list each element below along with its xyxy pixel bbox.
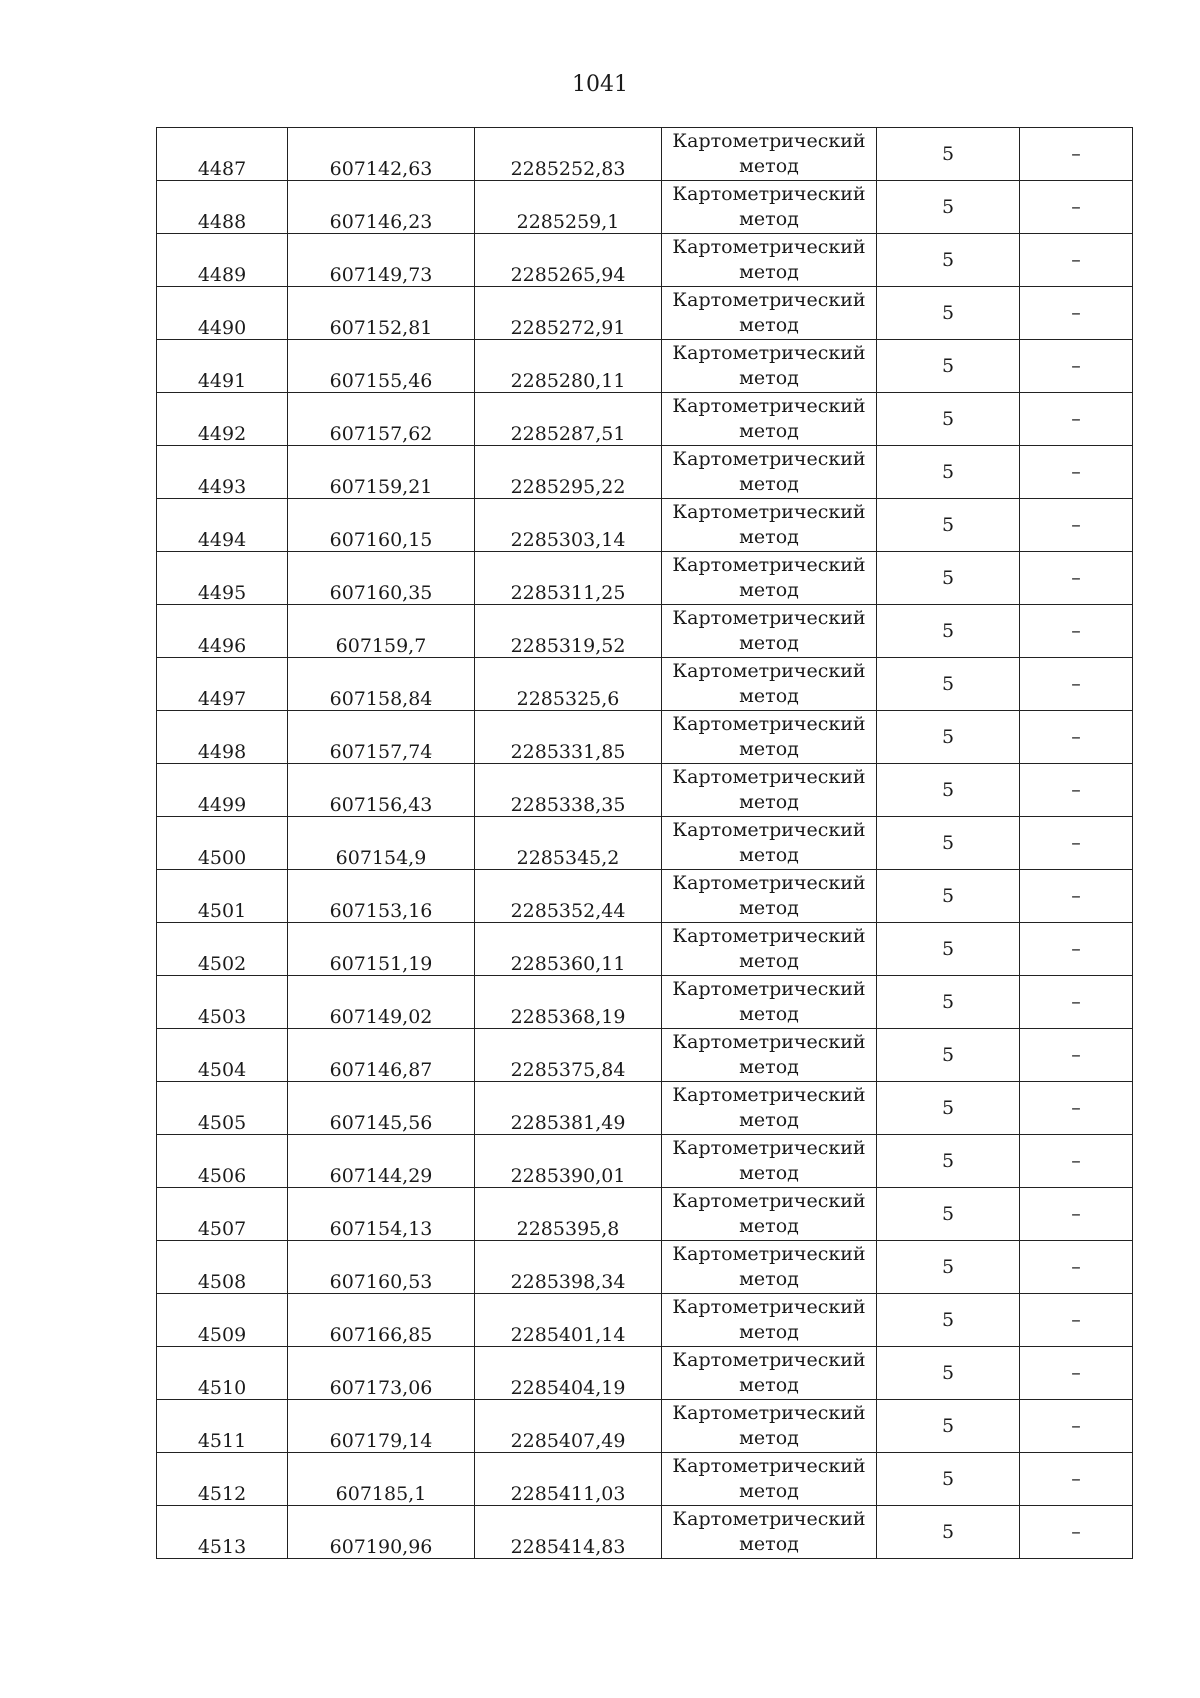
table-row [157, 1135, 1133, 1188]
table-row [157, 1188, 1133, 1241]
table-row [157, 870, 1133, 923]
table-row [157, 605, 1133, 658]
method-line-1: Картометрический [672, 1508, 866, 1530]
method-cell [662, 393, 877, 446]
x-coordinate-cell: 607179,14 [288, 1400, 475, 1453]
method-cell [662, 923, 877, 976]
table-row [157, 128, 1133, 181]
method-cell [662, 181, 877, 234]
note-cell: – [1020, 128, 1133, 181]
method-line-1: Картометрический [672, 819, 866, 841]
y-coordinate-cell: 2285331,85 [475, 711, 662, 764]
note-cell: – [1020, 1029, 1133, 1082]
table-row [157, 1029, 1133, 1082]
method-cell [662, 287, 877, 340]
accuracy-cell: 5 [877, 764, 1020, 817]
note-cell: – [1020, 976, 1133, 1029]
x-coordinate-cell: 607158,84 [288, 658, 475, 711]
method-cell [662, 764, 877, 817]
table-row [157, 393, 1133, 446]
table-body [157, 128, 1133, 1559]
y-coordinate-cell: 2285345,2 [475, 817, 662, 870]
method-cell [662, 446, 877, 499]
note-cell: – [1020, 1082, 1133, 1135]
method-line-1: Картометрический [672, 342, 866, 364]
table-row [157, 711, 1133, 764]
method-cell [662, 976, 877, 1029]
x-coordinate-cell: 607142,63 [288, 128, 475, 181]
accuracy-cell: 5 [877, 1294, 1020, 1347]
x-coordinate-cell: 607185,1 [288, 1453, 475, 1506]
method-line-1: Картометрический [672, 1243, 866, 1265]
point-number-cell: 4506 [157, 1135, 288, 1188]
point-number-cell: 4508 [157, 1241, 288, 1294]
method-cell [662, 658, 877, 711]
x-coordinate-cell: 607166,85 [288, 1294, 475, 1347]
note-cell: – [1020, 287, 1133, 340]
x-coordinate-cell: 607160,15 [288, 499, 475, 552]
note-cell: – [1020, 870, 1133, 923]
point-number-cell: 4498 [157, 711, 288, 764]
accuracy-cell: 5 [877, 658, 1020, 711]
note-cell: – [1020, 1453, 1133, 1506]
method-line-2: метод [739, 1215, 799, 1237]
table-row [157, 1506, 1133, 1559]
note-cell: – [1020, 764, 1133, 817]
table-row [157, 1453, 1133, 1506]
note-cell: – [1020, 711, 1133, 764]
method-cell [662, 234, 877, 287]
note-cell: – [1020, 817, 1133, 870]
method-line-1: Картометрический [672, 925, 866, 947]
y-coordinate-cell: 2285368,19 [475, 976, 662, 1029]
method-line-2: метод [739, 844, 799, 866]
accuracy-cell: 5 [877, 340, 1020, 393]
y-coordinate-cell: 2285259,1 [475, 181, 662, 234]
note-cell: – [1020, 446, 1133, 499]
table-row [157, 1347, 1133, 1400]
x-coordinate-cell: 607160,35 [288, 552, 475, 605]
method-line-1: Картометрический [672, 1190, 866, 1212]
method-cell [662, 1188, 877, 1241]
accuracy-cell: 5 [877, 499, 1020, 552]
point-number-cell: 4504 [157, 1029, 288, 1082]
accuracy-cell: 5 [877, 1029, 1020, 1082]
method-line-2: метод [739, 473, 799, 495]
method-line-2: метод [739, 367, 799, 389]
table-row [157, 287, 1133, 340]
method-line-2: метод [739, 1056, 799, 1078]
method-line-2: метод [739, 1321, 799, 1343]
method-line-2: метод [739, 526, 799, 548]
method-line-1: Картометрический [672, 554, 866, 576]
accuracy-cell: 5 [877, 393, 1020, 446]
method-line-2: метод [739, 632, 799, 654]
table-row [157, 340, 1133, 393]
method-line-2: метод [739, 155, 799, 177]
y-coordinate-cell: 2285398,34 [475, 1241, 662, 1294]
note-cell: – [1020, 1347, 1133, 1400]
x-coordinate-cell: 607153,16 [288, 870, 475, 923]
method-line-2: метод [739, 1533, 799, 1555]
method-cell [662, 552, 877, 605]
method-line-1: Картометрический [672, 130, 866, 152]
point-number-cell: 4490 [157, 287, 288, 340]
accuracy-cell: 5 [877, 181, 1020, 234]
x-coordinate-cell: 607144,29 [288, 1135, 475, 1188]
point-number-cell: 4501 [157, 870, 288, 923]
method-line-1: Картометрический [672, 448, 866, 470]
method-cell [662, 128, 877, 181]
method-line-1: Картометрический [672, 978, 866, 1000]
method-line-1: Картометрический [672, 1296, 866, 1318]
point-number-cell: 4496 [157, 605, 288, 658]
y-coordinate-cell: 2285325,6 [475, 658, 662, 711]
y-coordinate-cell: 2285404,19 [475, 1347, 662, 1400]
point-number-cell: 4507 [157, 1188, 288, 1241]
y-coordinate-cell: 2285414,83 [475, 1506, 662, 1559]
x-coordinate-cell: 607173,06 [288, 1347, 475, 1400]
x-coordinate-cell: 607155,46 [288, 340, 475, 393]
accuracy-cell: 5 [877, 605, 1020, 658]
y-coordinate-cell: 2285407,49 [475, 1400, 662, 1453]
method-cell [662, 1135, 877, 1188]
y-coordinate-cell: 2285272,91 [475, 287, 662, 340]
method-cell [662, 499, 877, 552]
point-number-cell: 4488 [157, 181, 288, 234]
method-cell [662, 1347, 877, 1400]
x-coordinate-cell: 607149,73 [288, 234, 475, 287]
x-coordinate-cell: 607146,23 [288, 181, 475, 234]
method-cell [662, 340, 877, 393]
note-cell: – [1020, 1241, 1133, 1294]
point-number-cell: 4509 [157, 1294, 288, 1347]
point-number-cell: 4502 [157, 923, 288, 976]
method-line-1: Картометрический [672, 872, 866, 894]
x-coordinate-cell: 607145,56 [288, 1082, 475, 1135]
method-cell [662, 870, 877, 923]
point-number-cell: 4505 [157, 1082, 288, 1135]
method-cell [662, 1453, 877, 1506]
accuracy-cell: 5 [877, 1082, 1020, 1135]
accuracy-cell: 5 [877, 923, 1020, 976]
point-number-cell: 4497 [157, 658, 288, 711]
accuracy-cell: 5 [877, 287, 1020, 340]
method-line-1: Картометрический [672, 236, 866, 258]
point-number-cell: 4494 [157, 499, 288, 552]
method-line-1: Картометрический [672, 1349, 866, 1371]
point-number-cell: 4492 [157, 393, 288, 446]
method-line-2: метод [739, 685, 799, 707]
y-coordinate-cell: 2285360,11 [475, 923, 662, 976]
note-cell: – [1020, 393, 1133, 446]
method-line-1: Картометрический [672, 395, 866, 417]
note-cell: – [1020, 340, 1133, 393]
method-line-2: метод [739, 897, 799, 919]
table-row [157, 234, 1133, 287]
accuracy-cell: 5 [877, 446, 1020, 499]
table-row [157, 817, 1133, 870]
accuracy-cell: 5 [877, 552, 1020, 605]
note-cell: – [1020, 552, 1133, 605]
table-row [157, 1082, 1133, 1135]
accuracy-cell: 5 [877, 1400, 1020, 1453]
accuracy-cell: 5 [877, 128, 1020, 181]
method-line-1: Картометрический [672, 607, 866, 629]
table-row [157, 1241, 1133, 1294]
y-coordinate-cell: 2285319,52 [475, 605, 662, 658]
method-line-2: метод [739, 1480, 799, 1502]
note-cell: – [1020, 923, 1133, 976]
method-line-1: Картометрический [672, 183, 866, 205]
accuracy-cell: 5 [877, 1506, 1020, 1559]
y-coordinate-cell: 2285287,51 [475, 393, 662, 446]
point-number-cell: 4499 [157, 764, 288, 817]
point-number-cell: 4493 [157, 446, 288, 499]
method-cell [662, 817, 877, 870]
x-coordinate-cell: 607157,62 [288, 393, 475, 446]
method-line-1: Картометрический [672, 501, 866, 523]
x-coordinate-cell: 607152,81 [288, 287, 475, 340]
method-cell [662, 1294, 877, 1347]
table-row [157, 499, 1133, 552]
x-coordinate-cell: 607151,19 [288, 923, 475, 976]
note-cell: – [1020, 499, 1133, 552]
method-cell [662, 605, 877, 658]
page-number: 1041 [572, 72, 628, 97]
x-coordinate-cell: 607190,96 [288, 1506, 475, 1559]
method-line-1: Картометрический [672, 1402, 866, 1424]
point-number-cell: 4491 [157, 340, 288, 393]
table-row [157, 658, 1133, 711]
y-coordinate-cell: 2285381,49 [475, 1082, 662, 1135]
y-coordinate-cell: 2285375,84 [475, 1029, 662, 1082]
y-coordinate-cell: 2285252,83 [475, 128, 662, 181]
table-row [157, 976, 1133, 1029]
point-number-cell: 4511 [157, 1400, 288, 1453]
method-line-2: метод [739, 420, 799, 442]
method-line-2: метод [739, 1003, 799, 1025]
accuracy-cell: 5 [877, 1347, 1020, 1400]
method-line-2: метод [739, 950, 799, 972]
y-coordinate-cell: 2285395,8 [475, 1188, 662, 1241]
point-number-cell: 4503 [157, 976, 288, 1029]
point-number-cell: 4500 [157, 817, 288, 870]
method-line-1: Картометрический [672, 1137, 866, 1159]
note-cell: – [1020, 1135, 1133, 1188]
y-coordinate-cell: 2285303,14 [475, 499, 662, 552]
y-coordinate-cell: 2285311,25 [475, 552, 662, 605]
note-cell: – [1020, 1188, 1133, 1241]
accuracy-cell: 5 [877, 976, 1020, 1029]
point-number-cell: 4513 [157, 1506, 288, 1559]
point-number-cell: 4495 [157, 552, 288, 605]
table-row [157, 181, 1133, 234]
table-row [157, 1294, 1133, 1347]
method-line-1: Картометрический [672, 660, 866, 682]
note-cell: – [1020, 1400, 1133, 1453]
y-coordinate-cell: 2285280,11 [475, 340, 662, 393]
y-coordinate-cell: 2285352,44 [475, 870, 662, 923]
method-cell [662, 1082, 877, 1135]
method-cell [662, 711, 877, 764]
point-number-cell: 4512 [157, 1453, 288, 1506]
method-cell [662, 1400, 877, 1453]
point-number-cell: 4510 [157, 1347, 288, 1400]
note-cell: – [1020, 1294, 1133, 1347]
method-line-1: Картометрический [672, 766, 866, 788]
method-line-1: Картометрический [672, 713, 866, 735]
method-line-1: Картометрический [672, 289, 866, 311]
accuracy-cell: 5 [877, 1188, 1020, 1241]
table-row [157, 1400, 1133, 1453]
y-coordinate-cell: 2285411,03 [475, 1453, 662, 1506]
x-coordinate-cell: 607157,74 [288, 711, 475, 764]
x-coordinate-cell: 607156,43 [288, 764, 475, 817]
point-number-cell: 4489 [157, 234, 288, 287]
method-line-2: метод [739, 261, 799, 283]
method-line-1: Картометрический [672, 1455, 866, 1477]
point-number-cell: 4487 [157, 128, 288, 181]
y-coordinate-cell: 2285338,35 [475, 764, 662, 817]
method-line-2: метод [739, 1162, 799, 1184]
x-coordinate-cell: 607154,9 [288, 817, 475, 870]
accuracy-cell: 5 [877, 817, 1020, 870]
table-row [157, 552, 1133, 605]
method-line-2: метод [739, 208, 799, 230]
method-cell [662, 1029, 877, 1082]
method-line-1: Картометрический [672, 1084, 866, 1106]
method-line-2: метод [739, 1268, 799, 1290]
x-coordinate-cell: 607160,53 [288, 1241, 475, 1294]
x-coordinate-cell: 607154,13 [288, 1188, 475, 1241]
y-coordinate-cell: 2285265,94 [475, 234, 662, 287]
method-line-2: метод [739, 1109, 799, 1131]
method-cell [662, 1506, 877, 1559]
note-cell: – [1020, 605, 1133, 658]
x-coordinate-cell: 607159,21 [288, 446, 475, 499]
x-coordinate-cell: 607149,02 [288, 976, 475, 1029]
method-line-2: метод [739, 1374, 799, 1396]
accuracy-cell: 5 [877, 234, 1020, 287]
note-cell: – [1020, 181, 1133, 234]
accuracy-cell: 5 [877, 870, 1020, 923]
method-line-2: метод [739, 1427, 799, 1449]
accuracy-cell: 5 [877, 1135, 1020, 1188]
coordinates-table [156, 127, 1133, 1559]
accuracy-cell: 5 [877, 1453, 1020, 1506]
method-cell [662, 1241, 877, 1294]
y-coordinate-cell: 2285401,14 [475, 1294, 662, 1347]
note-cell: – [1020, 658, 1133, 711]
y-coordinate-cell: 2285390,01 [475, 1135, 662, 1188]
method-line-2: метод [739, 791, 799, 813]
table-row [157, 764, 1133, 817]
method-line-2: метод [739, 738, 799, 760]
accuracy-cell: 5 [877, 1241, 1020, 1294]
accuracy-cell: 5 [877, 711, 1020, 764]
method-line-2: метод [739, 579, 799, 601]
method-line-2: метод [739, 314, 799, 336]
note-cell: – [1020, 234, 1133, 287]
method-line-1: Картометрический [672, 1031, 866, 1053]
x-coordinate-cell: 607159,7 [288, 605, 475, 658]
table-row [157, 923, 1133, 976]
note-cell: – [1020, 1506, 1133, 1559]
x-coordinate-cell: 607146,87 [288, 1029, 475, 1082]
table-row [157, 446, 1133, 499]
y-coordinate-cell: 2285295,22 [475, 446, 662, 499]
